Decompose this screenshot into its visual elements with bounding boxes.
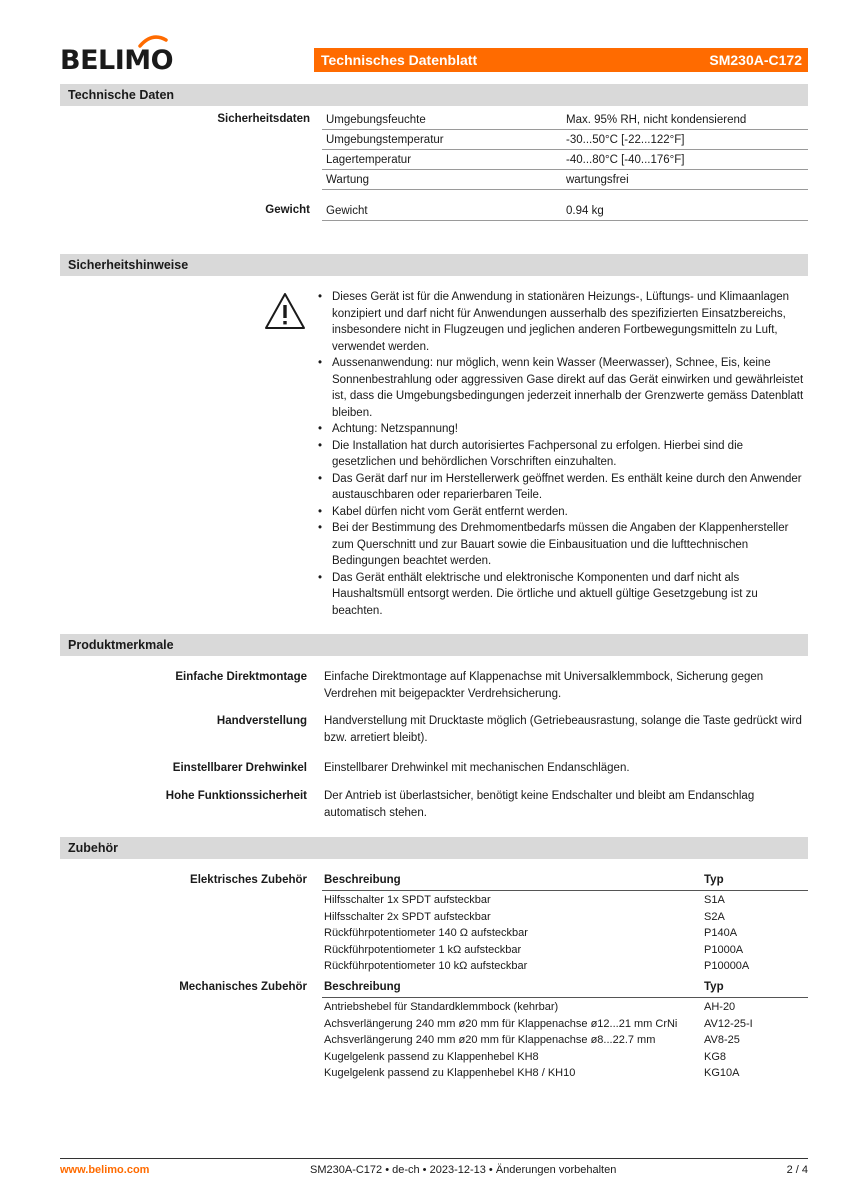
list-item: • Kabel dürfen nicht vom Gerät entfernt werden.: [316, 504, 808, 521]
footer-divider: [60, 1158, 808, 1159]
list-item: • Das Gerät enthält elektrische und elektronische Komponenten und darf nicht als Haushaltsmüll entsorgt werden. Die örtliche und aktuell gültige Gesetzgebung ist zu beachten.: [316, 570, 808, 620]
column-header-type: Typ: [704, 874, 724, 886]
label-electrical-accessories: Elektrisches Zubehör: [190, 874, 307, 886]
list-item: • Achtung: Netzspannung!: [316, 421, 808, 438]
list-item: • Bei der Bestimmung des Drehmomentbedarfs müssen die Angaben der Klappenhersteller zum Querschnitt und zur Bauart sowie die Einbausituation und die lufttechnischen Bedingungen beachtet werden.: [316, 520, 808, 570]
belimo-logo: [60, 40, 173, 74]
feature-label: Handverstellung: [216, 715, 307, 727]
feature-text: Einfache Direktmontage auf Klappenachse mit Universalklemmbock, Sicherung gegen Verdrehen mit beigepackter Verdrehsicherung.: [324, 671, 764, 700]
table-row: Gewicht 0.94 kg: [322, 201, 808, 221]
table-header: [322, 871, 808, 891]
table-row: Rückführpotentiometer 1 kΩ aufsteckbar P1000A: [324, 943, 744, 956]
table-row: Hilfsschalter 1x SPDT aufsteckbar S1A: [324, 894, 725, 906]
list-item: • Das Gerät darf nur im Herstellerwerk geöffnet werden. Es enthält keine durch den Anwender austauschbaren oder reparierbaren Teile.: [316, 471, 808, 504]
label-safety-data: Sicherheitsdaten: [217, 113, 310, 125]
table-row: Lagertemperatur -40...80°C [-40...176°F]: [322, 150, 808, 170]
logo-text: BELIMO: [60, 45, 174, 76]
table-row: Umgebungstemperatur -30...50°C [-22...122°F]: [322, 130, 808, 150]
feature-label: Hohe Funktionssicherheit: [165, 790, 307, 802]
label-mechanical-accessories: Mechanisches Zubehör: [179, 981, 307, 993]
list-item: • Dieses Gerät ist für die Anwendung in stationären Heizungs-, Lüftungs- und Klimaanlagen konzipiert und darf nicht für Anwendungen ausserhalb des spezifizierten Einsatzbereichs, insbesondere nicht in Flugzeugen und jeglichen anderen Fortbewegungsmitteln zu Luft, verwendet werden.: [316, 289, 808, 355]
feature-label: Einfache Direktmontage: [175, 671, 307, 683]
feature-text: Der Antrieb ist überlastsicher, benötigt keine Endschalter und bleibt am Endanschlag automatisch stehen.: [324, 790, 755, 819]
feature-text: Einstellbarer Drehwinkel mit mechanischen Endanschlägen.: [324, 762, 630, 774]
feature-label: Einstellbarer Drehwinkel: [172, 762, 307, 774]
table-row: Antriebshebel für Standardklemmbock (kehrbar) AH-20: [324, 1001, 736, 1013]
table-header: [322, 978, 808, 998]
warning-icon: [264, 292, 306, 330]
safety-list: [316, 289, 808, 619]
table-row: Rückführpotentiometer 10 kΩ aufsteckbar P10000A: [324, 960, 750, 972]
column-header-description: Beschreibung: [324, 981, 401, 993]
footer-document-info: SM230A-C172 • de-ch • 2023-12-13 • Änderungen vorbehalten: [310, 1164, 617, 1176]
table-row: Achsverlängerung 240 mm ø20 mm für Klappenachse ø12...21 mm CrNi AV12-25-I: [324, 1017, 753, 1030]
label-weight: Gewicht: [265, 204, 310, 216]
column-header-type: Typ: [704, 981, 724, 993]
document-title: Technisches Datenblatt: [321, 52, 478, 68]
table-row: Wartung wartungsfrei: [322, 170, 808, 190]
table-row: Rückführpotentiometer 140 Ω aufsteckbar P140A: [324, 927, 738, 939]
section-product-features: Produktmerkmale: [60, 634, 808, 656]
table-row: Hilfsschalter 2x SPDT aufsteckbar S2A: [324, 910, 725, 923]
section-safety-notes: Sicherheitshinweise: [60, 254, 808, 276]
product-code: SM230A-C172: [709, 52, 802, 68]
document-title-bar: [314, 48, 808, 72]
section-accessories: Zubehör: [60, 837, 808, 859]
table-row: Achsverlängerung 240 mm ø20 mm für Klappenachse ø8...22.7 mm AV8-25: [324, 1034, 740, 1046]
table-row: Umgebungsfeuchte Max. 95% RH, nicht kondensierend: [322, 110, 808, 130]
list-item: • Die Installation hat durch autorisiertes Fachpersonal zu erfolgen. Hierbei sind die gesetzlichen und behördlichen Vorschriften einzuhalten.: [316, 438, 808, 471]
table-row: Kugelgelenk passend zu Klappenhebel KH8 KG8: [324, 1050, 727, 1063]
footer-website-link[interactable]: www.belimo.com: [60, 1164, 150, 1176]
footer-page-number: 2 / 4: [786, 1164, 808, 1176]
feature-text: Handverstellung mit Drucktaste möglich (Getriebeausrastung, solange die Taste gedrückt wird bzw. arretiert bleibt).: [324, 715, 802, 744]
list-item: • Aussenanwendung: nur möglich, wenn kein Wasser (Meerwasser), Schnee, Eis, keine Sonnenbestrahlung oder aggressiven Gase direkt auf das Gerät einwirken und gewährleistet ist, dass die Umgebungsbedingungen jederzeit innerhalb der Grenzwerte gemäss Datenblatt bleiben.: [316, 355, 808, 421]
logo-swoosh-icon: [138, 34, 168, 48]
section-technical-data: Technische Daten: [60, 84, 808, 106]
column-header-description: Beschreibung: [324, 874, 401, 886]
table-row: Kugelgelenk passend zu Klappenhebel KH8 / KH10 KG10A: [324, 1067, 740, 1079]
